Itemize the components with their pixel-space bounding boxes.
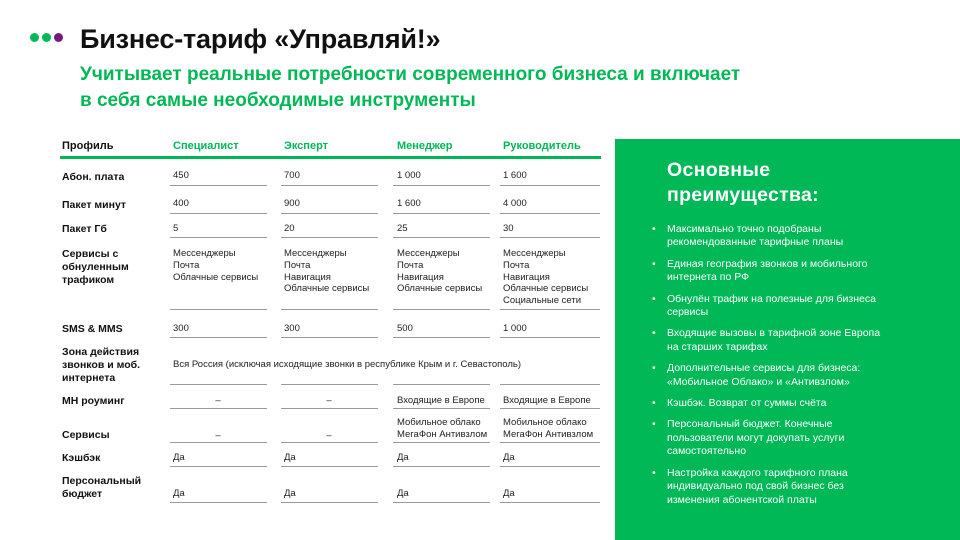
bullet-icon: • <box>652 327 656 340</box>
list-item: • Дополнительные сервисы для бизнеса: «Мобильное Облако» и «Антивзлом» <box>652 362 861 388</box>
table-cell: – <box>215 395 221 406</box>
table-cell-zone: Вся Россия (исключая исходящие звонки в республике Крым и г. Севастополь) <box>173 359 521 370</box>
list-item: • Входящие вызовы в тарифной зоне Европа на старших тарифах <box>652 327 881 353</box>
list-item: • Обнулён трафик на полезные для бизнеса сервисы <box>652 292 876 319</box>
table-cell: Мобильное облако МегаФон Антивзлом <box>397 417 488 440</box>
table-cell: 400 <box>173 198 189 209</box>
page-subtitle: Учитывает реальные потребности современного бизнеса и включает в себя самые необходимые инструменты <box>80 64 741 111</box>
header-tariff-specialist: Специалист <box>173 140 239 152</box>
row-label-budget: Персональный бюджет <box>62 475 142 500</box>
row-label-roaming: МН роуминг <box>62 395 125 407</box>
bullet-icon: • <box>652 223 656 235</box>
table-cell: Да <box>284 452 296 463</box>
table-cell: 5 <box>173 223 179 234</box>
row-label-zone: Зона действия звонков и моб. интернета <box>62 346 141 384</box>
brand-dots-icon <box>30 33 63 42</box>
header-tariff-director: Руководитель <box>503 140 581 152</box>
list-item: • Единая география звонков и мобильного интернета по РФ <box>652 257 868 284</box>
table-cell: Да <box>397 488 409 499</box>
table-cell: – <box>326 430 332 441</box>
list-item: • Максимально точно подобраны рекомендованные тарифные планы <box>652 223 844 249</box>
table-cell: Входящие в Европе <box>503 395 591 406</box>
bullet-icon: • <box>652 257 656 270</box>
list-item: • Кэшбэк. Возврат от суммы счёта <box>652 397 827 410</box>
header-divider <box>60 156 601 159</box>
bullet-icon: • <box>652 466 656 479</box>
table-cell: 30 <box>503 223 514 234</box>
table-cell: 300 <box>173 323 189 334</box>
row-label-cashback: Кэшбэк <box>62 452 101 464</box>
table-cell: 25 <box>397 223 408 234</box>
row-label-sms: SMS & MMS <box>62 323 123 335</box>
table-cell: Да <box>397 452 409 463</box>
table-cell: Мессенджеры Почта Навигация Облачные сервисы Социальные сети <box>503 248 589 307</box>
table-cell: Мессенджеры Почта Облачные сервисы <box>173 248 259 283</box>
table-cell: Да <box>503 452 515 463</box>
header-tariff-manager: Менеджер <box>397 140 453 152</box>
table-cell: 1 600 <box>397 198 421 209</box>
row-label-minutes: Пакет минут <box>62 199 127 211</box>
table-cell: Мобильное облако МегаФон Антивзлом <box>503 417 594 440</box>
advantages-list <box>652 223 952 515</box>
table-cell: Мессенджеры Почта Навигация Облачные сервисы <box>284 248 370 295</box>
table-cell: 1 000 <box>397 170 421 181</box>
table-cell: Да <box>503 488 515 499</box>
advantages-panel <box>615 139 960 540</box>
list-item: • Персональный бюджет. Конечные пользователи могут докупать услуги самостоятельно <box>652 418 845 458</box>
header-tariff-expert: Эксперт <box>284 140 329 152</box>
bullet-icon: • <box>652 292 656 305</box>
table-cell: 700 <box>284 170 300 181</box>
table-cell: 1 600 <box>503 170 527 181</box>
table-cell: 20 <box>284 223 295 234</box>
row-label-gb: Пакет Гб <box>62 223 107 235</box>
row-label-zero-rated: Сервисы с обнуленным трафиком <box>62 248 129 286</box>
bullet-icon: • <box>652 397 656 410</box>
page-title: Бизнес-тариф «Управляй!» <box>80 24 441 54</box>
table-cell: Входящие в Европе <box>397 395 485 406</box>
table-cell: Да <box>173 488 185 499</box>
table-cell: 900 <box>284 198 300 209</box>
table-cell: Да <box>284 488 296 499</box>
list-item: • Настройка каждого тарифного плана индивидуально под свой бизнес без изменения абонентской платы <box>652 466 848 506</box>
table-cell: 1 000 <box>503 323 527 334</box>
header-profile: Профиль <box>62 140 114 152</box>
bullet-icon: • <box>652 418 656 431</box>
table-cell: Мессенджеры Почта Навигация Облачные сервисы <box>397 248 483 295</box>
table-cell: – <box>215 430 221 441</box>
bullet-icon: • <box>652 362 656 375</box>
table-cell: 500 <box>397 323 413 334</box>
row-label-services: Сервисы <box>62 429 110 441</box>
table-cell: – <box>326 395 332 406</box>
table-cell: 300 <box>284 323 300 334</box>
advantages-title: Основные преимущества: <box>667 159 819 206</box>
table-cell: Да <box>173 452 185 463</box>
table-cell: 450 <box>173 170 189 181</box>
table-cell: 4 000 <box>503 198 527 209</box>
row-label-abon: Абон. плата <box>62 171 125 183</box>
